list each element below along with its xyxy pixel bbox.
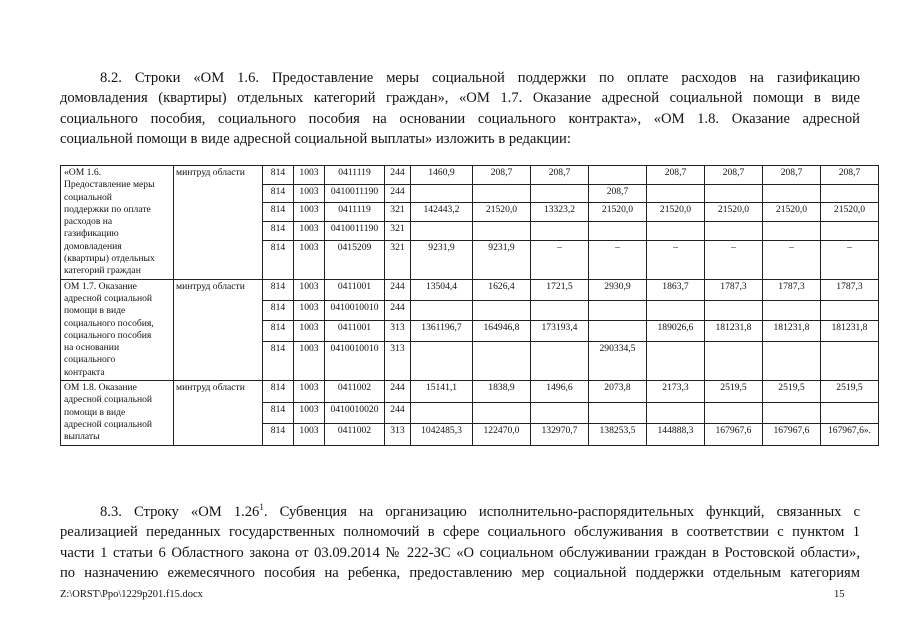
value-cell [531,402,589,423]
value-cell: – [589,240,647,279]
code-cell-grbs: 814 [263,300,294,321]
code-cell-rzpr: 1003 [294,424,325,446]
value-cell: 173193,4 [531,321,589,342]
value-cell [589,321,647,342]
code-cell-csr: 0411001 [325,321,385,342]
code-cell-vr: 321 [385,203,411,222]
code-cell-csr: 0410010020 [325,402,385,423]
code-cell-rzpr: 1003 [294,222,325,241]
value-cell [531,342,589,381]
value-cell [531,300,589,321]
value-cell: 208,7 [763,166,821,185]
measure-name-cell [61,166,174,280]
measure-name-line: поддержки по оплате [64,203,151,215]
value-cell [705,300,763,321]
executor-cell: минтруд области [174,166,263,280]
value-cell: 1787,3 [821,279,879,300]
code-cell-csr: 0411001 [325,279,385,300]
value-cell: 13504,4 [411,279,473,300]
value-cell: 1626,4 [473,279,531,300]
value-cell: 181231,8 [705,321,763,342]
code-cell-rzpr: 1003 [294,342,325,381]
measure-name-line: на основании [64,342,120,354]
superscript: 1 [259,502,264,512]
value-cell [705,342,763,381]
measure-name-line: социальной [64,191,112,203]
code-cell-grbs: 814 [263,279,294,300]
page-number: 15 [834,589,845,600]
code-cell-rzpr: 1003 [294,166,325,185]
value-cell: 1838,9 [473,381,531,402]
code-cell-rzpr: 1003 [294,184,325,203]
value-cell [763,300,821,321]
paragraph-line: социального пособия, социального пособия на основании социального контракта», «ОМ 1.8. Оказание адресной [60,110,860,127]
executor-cell: минтруд области [174,279,263,380]
value-cell [705,184,763,203]
value-cell [473,402,531,423]
value-cell: 1496,6 [531,381,589,402]
value-cell: 208,7 [589,184,647,203]
value-cell: 21520,0 [821,203,879,222]
value-cell [473,184,531,203]
value-cell [647,222,705,241]
code-cell-grbs: 814 [263,381,294,402]
paragraph-line: 8.2. Строки «ОМ 1.6. Предоставление меры социальной поддержки по оплате расходов на газификацию [100,70,860,86]
measure-name-line: домовладения [64,240,122,252]
value-cell: 1721,5 [531,279,589,300]
value-cell [531,184,589,203]
value-cell: 2519,5 [821,381,879,402]
value-cell: 1460,9 [411,166,473,185]
measure-name-line: расходов на [64,216,113,228]
code-cell-grbs: 814 [263,321,294,342]
value-cell [411,184,473,203]
value-cell: 208,7 [821,166,879,185]
code-cell-vr: 313 [385,424,411,446]
value-cell [589,402,647,423]
value-cell [705,222,763,241]
measure-name-line: газификацию [64,228,119,240]
value-cell: 1042485,3 [411,424,473,446]
code-cell-csr: 0410010010 [325,300,385,321]
value-cell: 1361196,7 [411,321,473,342]
value-cell: 21520,0 [473,203,531,222]
table-row [61,166,879,185]
code-cell-vr: 244 [385,166,411,185]
value-cell: 181231,8 [821,321,879,342]
value-cell [821,342,879,381]
code-cell-grbs: 814 [263,424,294,446]
code-cell-csr: 0410011190 [325,222,385,241]
value-cell: 208,7 [705,166,763,185]
value-cell: 2073,8 [589,381,647,402]
measure-name-line: выплаты [64,431,100,443]
value-cell: – [821,240,879,279]
code-cell-vr: 244 [385,381,411,402]
code-cell-grbs: 814 [263,184,294,203]
paragraph-line: части 1 статьи 6 Областного закона от 03.09.2014 № 222-ЗС «О социальном обслуживании граждан в Ростовской области», [60,544,860,561]
value-cell [763,184,821,203]
value-cell: 290334,5 [589,342,647,381]
code-cell-vr: 313 [385,321,411,342]
code-cell-grbs: 814 [263,402,294,423]
code-cell-csr: 0411119 [325,203,385,222]
code-cell-rzpr: 1003 [294,240,325,279]
value-cell: – [705,240,763,279]
value-cell [647,300,705,321]
value-cell: 13323,2 [531,203,589,222]
table-row [61,381,879,402]
value-cell: 15141,1 [411,381,473,402]
value-cell [589,222,647,241]
code-cell-rzpr: 1003 [294,300,325,321]
value-cell: 132970,7 [531,424,589,446]
value-cell: – [763,240,821,279]
measure-name-line: адресной социальной [64,394,153,406]
code-cell-vr: 244 [385,184,411,203]
code-cell-rzpr: 1003 [294,381,325,402]
paragraph-text: . Субвенция на организацию исполнительно-распорядительных функций, связанных с [263,504,860,520]
code-cell-csr: 0411002 [325,424,385,446]
paragraph-line: домовладения (квартиры) отдельных категорий граждан», «ОМ 1.7. Оказание адресной социальной помощи в виде [60,90,860,107]
paragraph-line: по назначению ежемесячного пособия на ребенка, предоставлению мер социальной поддержки отдельным категориям [60,565,860,582]
value-cell: 208,7 [531,166,589,185]
measure-name-line: социального пособия, [64,317,154,329]
value-cell: 144888,3 [647,424,705,446]
code-cell-rzpr: 1003 [294,321,325,342]
value-cell: 1863,7 [647,279,705,300]
value-cell [821,222,879,241]
code-cell-vr: 313 [385,342,411,381]
code-cell-grbs: 814 [263,222,294,241]
code-cell-grbs: 814 [263,240,294,279]
value-cell [411,222,473,241]
measure-name-line: ОМ 1.8. Оказание [64,382,137,394]
value-cell: 142443,2 [411,203,473,222]
value-cell [411,300,473,321]
code-cell-csr: 0411119 [325,166,385,185]
code-cell-csr: 0410011190 [325,184,385,203]
value-cell [411,402,473,423]
value-cell: 21520,0 [647,203,705,222]
value-cell [531,222,589,241]
value-cell [473,222,531,241]
value-cell [647,184,705,203]
value-cell: 189026,6 [647,321,705,342]
value-cell [763,402,821,423]
value-cell: 1787,3 [705,279,763,300]
measure-name-line: адресной социальной [64,292,153,304]
code-cell-grbs: 814 [263,203,294,222]
value-cell [763,222,821,241]
paragraph-text: 8.3. Строку «ОМ 1.26 [100,504,260,520]
footer-file-path: Z:\ORST\Ppo\1229p201.f15.docx [60,589,203,600]
value-cell [705,402,763,423]
code-cell-vr: 244 [385,402,411,423]
paragraph-8-2 [60,68,860,150]
value-cell: – [647,240,705,279]
code-cell-csr: 0411002 [325,381,385,402]
code-cell-grbs: 814 [263,342,294,381]
executor-cell: минтруд области [174,381,263,445]
budget-table [60,165,879,446]
code-cell-vr: 321 [385,240,411,279]
value-cell: 21520,0 [705,203,763,222]
measure-name-cell [61,381,174,445]
value-cell [473,342,531,381]
value-cell: 167967,6 [763,424,821,446]
measure-name-line: социального [64,354,116,366]
table-row [61,279,879,300]
code-cell-rzpr: 1003 [294,203,325,222]
paragraph-line: реализацией переданных государственных полномочий в сфере социального обслуживания в соответствии с пунктом 1 [60,524,860,541]
value-cell: 1787,3 [763,279,821,300]
measure-name-line: адресной социальной [64,418,153,430]
code-cell-csr: 0410010010 [325,342,385,381]
code-cell-rzpr: 1003 [294,402,325,423]
value-cell [763,342,821,381]
value-cell: 9231,9 [411,240,473,279]
value-cell [589,166,647,185]
value-cell: 164946,8 [473,321,531,342]
value-cell [647,402,705,423]
code-cell-vr: 321 [385,222,411,241]
measure-name-line: социального пособия [64,329,152,341]
value-cell: 21520,0 [763,203,821,222]
code-cell-grbs: 814 [263,166,294,185]
value-cell: 21520,0 [589,203,647,222]
value-cell: 2519,5 [763,381,821,402]
value-cell: 208,7 [647,166,705,185]
paragraph-line: социальной помощи в виде адресной социальной выплаты» изложить в редакции: [60,131,571,148]
measure-name-line: помощи в виде [64,305,126,317]
measure-name-line: (квартиры) отдельных [64,253,155,265]
value-cell: 167967,6 [705,424,763,446]
value-cell: – [531,240,589,279]
value-cell: 208,7 [473,166,531,185]
value-cell: 138253,5 [589,424,647,446]
value-cell: 2930,9 [589,279,647,300]
measure-name-line: Предоставление меры [64,179,155,191]
code-cell-rzpr: 1003 [294,279,325,300]
measure-name-cell [61,279,174,380]
value-cell [821,300,879,321]
value-cell [821,402,879,423]
code-cell-vr: 244 [385,279,411,300]
measure-name-line: ОМ 1.7. Оказание [64,280,137,292]
measure-name-line: помощи в виде [64,406,126,418]
value-cell [473,300,531,321]
measure-name-line: «ОМ 1.6. [64,167,102,178]
value-cell [589,300,647,321]
code-cell-csr: 0415209 [325,240,385,279]
value-cell [411,342,473,381]
value-cell: 181231,8 [763,321,821,342]
value-cell: 122470,0 [473,424,531,446]
value-cell: 9231,9 [473,240,531,279]
code-cell-vr: 244 [385,300,411,321]
paragraph-8-3 [60,502,860,584]
value-cell [647,342,705,381]
value-cell: 167967,6». [821,424,879,446]
value-cell: 2519,5 [705,381,763,402]
value-cell [821,184,879,203]
measure-name-line: категорий граждан [64,265,141,277]
measure-name-line: контракта [64,366,105,378]
paragraph-line [60,502,860,522]
value-cell: 2173,3 [647,381,705,402]
